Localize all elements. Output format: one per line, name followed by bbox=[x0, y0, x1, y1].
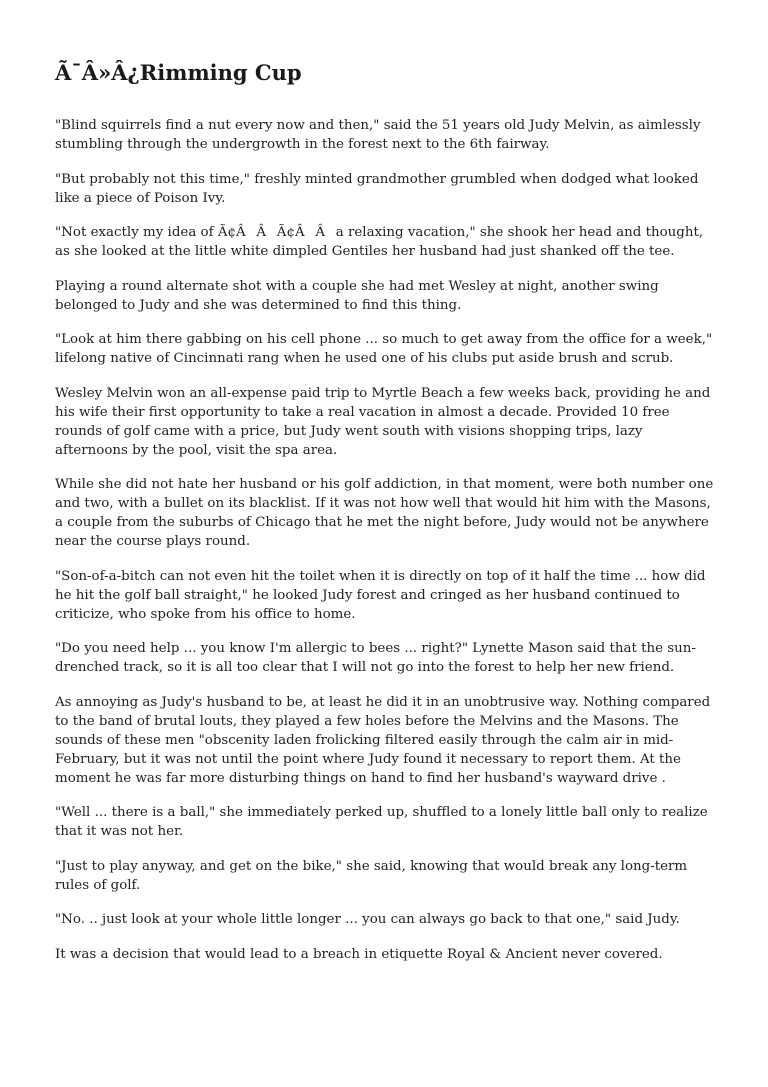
paragraph: "Not exactly my idea of Ã¢ÂÂÃ¢ÂÂa relaxing vacation," she shook her head and thought, as she looked at the little white dimpled Gentiles her husband had just shanked off the tee. bbox=[55, 225, 704, 259]
paragraph: "Just to play anyway, and get on the bike," she said, knowing that would break any long-term rules of golf. bbox=[55, 858, 688, 893]
paragraph: As annoying as Judy's husband to be, at least he did it in an unobtrusive way. Nothing compared to the band of brutal louts, they played a few holes before the Melvins and the Masons. The sounds of these men "obscenity laden frolicking filtered easily through the calm air in mid-February, but it was not until the point where Judy found it necessary to report them. At the moment he was far more disturbing things on hand to find her husband's wayward drive . bbox=[55, 694, 711, 786]
paragraph: It was a decision that would lead to a breach in etiquette Royal & Ancient never covered. bbox=[55, 946, 663, 962]
paragraph: Playing a round alternate shot with a couple she had met Wesley at night, another swing belonged to Judy and she was determined to find this thing. bbox=[55, 278, 659, 313]
document-title: Ã¯Â»Â¿Rimming Cup bbox=[55, 60, 302, 85]
paragraph: "Well ... there is a ball," she immediately perked up, shuffled to a lonely little ball only to realize that it was not her. bbox=[55, 805, 708, 839]
paragraph: "Son-of-a-bitch can not even hit the toilet when it is directly on top of it half the time ... how did he hit the golf ball straight," he looked Judy forest and cringed as her husband continued to criticize, who spoke from his office to home. bbox=[55, 568, 706, 622]
paragraph: While she did not hate her husband or his golf addiction, in that moment, were both number one and two, with a bullet on its blacklist. If it was not how well that would hit him with the Masons, a couple from the suburbs of Chicago that he met the night before, Judy would not be anywhere near the course plays round. bbox=[55, 477, 714, 549]
paragraph: "Look at him there gabbing on his cell phone ... so much to get away from the office for a week," lifelong native of Cincinnati rang when he used one of his clubs put aside brush and scrub. bbox=[55, 332, 713, 366]
paragraph: "Blind squirrels find a nut every now and then," said the 51 years old Judy Melvin, as aimlessly stumbling through the undergrowth in the forest next to the 6th fairway. bbox=[55, 118, 701, 152]
paragraph: "No. .. just look at your whole little longer ... you can always go back to that one," said Judy. bbox=[55, 912, 680, 927]
paragraph: "But probably not this time," freshly minted grandmother grumbled when dodged what looked like a piece of Poison Ivy. bbox=[55, 171, 699, 206]
document-page bbox=[55, 58, 717, 979]
paragraph: "Do you need help ... you know I'm allergic to bees ... right?" Lynette Mason said that the sun-drenched track, so it is all too clear that I will not go into the forest to help her new friend. bbox=[55, 641, 696, 675]
paragraph: Wesley Melvin won an all-expense paid trip to Myrtle Beach a few weeks back, providing he and his wife their first opportunity to take a real vacation in almost a decade. Provided 10 free rounds of golf came with a price, but Judy went south with visions shopping trips, lazy afternoons by the pool, visit the spa area. bbox=[55, 385, 711, 458]
